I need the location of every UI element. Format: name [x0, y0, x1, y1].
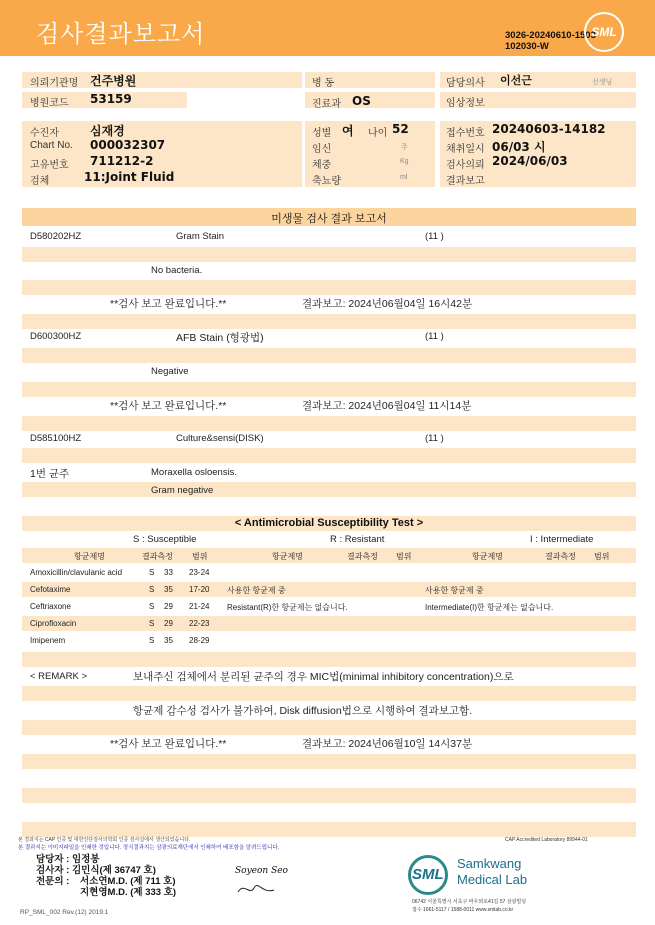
row-stripe — [22, 582, 636, 597]
collect-value: 06/03 시 — [492, 140, 546, 154]
ast-range: 21-24 — [189, 602, 210, 611]
doctor-value: 이선근 — [500, 74, 532, 87]
row-stripe — [22, 280, 636, 295]
ast-sir: S — [149, 568, 155, 577]
ast-sir: S — [149, 619, 155, 628]
ast-range: 22-23 — [189, 619, 210, 628]
afb-specimen: (11 ) — [425, 331, 444, 342]
ward-label: 병 동 — [312, 78, 335, 89]
ast-note-intermediate-2: Intermediate(I)한 항균제는 없습니다. — [425, 603, 554, 612]
hospital-code-label: 병원코드 — [30, 98, 69, 109]
gram-specimen: (11 ) — [425, 231, 444, 242]
row-stripe — [22, 247, 636, 262]
lab-tel: 접수 1661-5117 / 1588-0011 www.smlab.co.kr — [412, 907, 514, 913]
row-stripe — [22, 482, 636, 497]
section-title: 미생물 검사 결과 보고서 — [271, 213, 387, 225]
footer-disclaimer-2: 본 결과지는 이미지파일을 인쇄한 것입니다. 정식결과지는 삼광의료재단에서 인쇄하여 배포함을 알려드립니다. — [18, 845, 280, 851]
ast-col-agent: 항균제명 — [472, 552, 503, 561]
afb-report-time: 결과보고: 2024년06월04일 11시14분 — [302, 400, 472, 412]
chart-label: Chart No. — [30, 140, 73, 151]
row-stripe — [22, 548, 636, 563]
ast-sir: S — [149, 636, 155, 645]
doctor-suffix: 선생님 — [592, 79, 613, 86]
row-stripe — [22, 348, 636, 363]
gram-done: **검사 보고 완료입니다.** — [110, 298, 227, 310]
row-stripe — [22, 686, 636, 701]
form-code: RP_SML_002 Rev.(12) 2019.1 — [20, 909, 109, 916]
pregnancy-label: 임신 — [312, 144, 332, 155]
age-label: 나이 — [368, 128, 388, 139]
accession-value: 20240603-14182 — [492, 122, 606, 136]
signature-scribble-icon — [236, 880, 276, 898]
hospital-value: 건주병원 — [90, 74, 137, 88]
row-stripe — [22, 788, 636, 803]
pregnancy-unit: 주 — [401, 144, 408, 151]
culture-strain-label: 1번 균주 — [30, 468, 70, 480]
ast-col-result: 결과측정 — [545, 552, 576, 561]
ast-agent: Amoxicillin/clavulanic acid — [30, 568, 123, 577]
lab-name-2: Medical Lab — [457, 872, 528, 887]
ast-note-intermediate-1: 사용한 항균제 중 — [425, 586, 484, 595]
urine-unit: ml — [400, 174, 408, 181]
row-stripe — [22, 822, 636, 837]
id-label: 고유번호 — [30, 160, 69, 171]
row-stripe — [22, 616, 636, 631]
specialist-1: 서소연M.D. (제 711 호) — [80, 876, 176, 887]
report-label: 결과보고 — [446, 176, 485, 187]
remark-label: < REMARK > — [30, 671, 88, 682]
row-stripe — [22, 720, 636, 735]
culture-specimen: (11 ) — [425, 433, 444, 444]
specialist-2: 지현영M.D. (제 333 호) — [80, 887, 177, 898]
collect-label: 채취일시 — [446, 144, 485, 155]
signature: Soyeon Seo — [235, 866, 288, 876]
ast-note-resistant-1: 사용한 항균제 중 — [227, 586, 286, 595]
row-stripe — [22, 314, 636, 329]
ast-title: < Antimicrobial Susceptibility Test > — [234, 517, 424, 529]
gram-result: No bacteria. — [151, 265, 203, 276]
gram-code: D580202HZ — [30, 231, 82, 242]
ast-value: 33 — [164, 568, 173, 577]
report-title: 검사결과보고서 — [36, 21, 206, 48]
clinical-label: 임상정보 — [446, 98, 485, 109]
ast-agent: Cefotaxime — [30, 585, 71, 594]
afb-name: AFB Stain (형광법) — [176, 332, 264, 344]
dept-label: 진료과 — [312, 99, 341, 110]
afb-code: D600300HZ — [30, 331, 82, 342]
culture-organism: Moraxella osloensis. — [151, 467, 238, 478]
sex-value: 여 — [342, 124, 354, 138]
report-id-line1: 3026-20240610-1503 — [505, 30, 596, 41]
ast-value: 35 — [164, 636, 173, 645]
lab-name-1: Samkwang — [457, 856, 522, 871]
weight-label: 체중 — [312, 160, 332, 171]
ast-agent: Ciprofloxacin — [30, 619, 77, 628]
lab-logo-icon: SML — [412, 866, 444, 883]
specialist-label: 전문의 : — [36, 876, 70, 887]
manager-line: 담당자 : 임정봉 — [36, 854, 100, 865]
ast-sir: S — [149, 602, 155, 611]
tester-line: 검사자 : 김민식(제 36747 호) — [36, 865, 156, 876]
weight-unit: Kg — [400, 158, 409, 165]
ast-col-agent: 항균제명 — [272, 552, 303, 561]
lab-address: 06742 서울특별시 서초구 바우뫼로41길 57 삼광빌딩 — [412, 899, 527, 905]
gram-name: Gram Stain — [176, 231, 225, 242]
sml-logo-icon: SML — [584, 12, 624, 52]
chart-value: 000032307 — [90, 138, 166, 152]
ast-value: 29 — [164, 602, 173, 611]
hospital-label: 의뢰기관명 — [30, 78, 79, 89]
row-stripe — [22, 652, 636, 667]
request-value: 2024/06/03 — [492, 154, 568, 168]
culture-name: Culture&sensi(DISK) — [176, 433, 264, 444]
hospital-code-value: 53159 — [90, 92, 132, 106]
ast-range: 23-24 — [189, 568, 210, 577]
footer-disclaimer-1: 본 결과지는 CAP 인증 및 대한진단검사의학회 인증 검사실에서 생산되었습니다. — [18, 837, 191, 843]
gram-report-time: 결과보고: 2024년06월04일 16시42분 — [302, 298, 473, 310]
ast-value: 29 — [164, 619, 173, 628]
urine-label: 축뇨량 — [312, 176, 341, 187]
ast-note-resistant-2: Resistant(R)한 항균제는 없습니다. — [227, 603, 348, 612]
ast-range: 28-29 — [189, 636, 210, 645]
row-stripe — [22, 754, 636, 769]
ast-range: 17-20 — [189, 585, 210, 594]
remark-report-time: 결과보고: 2024년06월10일 14시37분 — [302, 738, 473, 750]
culture-gram: Gram negative — [151, 485, 214, 496]
ast-col-agent: 항균제명 — [74, 552, 105, 561]
row-stripe — [22, 448, 636, 463]
ast-legend-r: R : Resistant — [330, 534, 385, 545]
remark-line1: 보내주신 검체에서 분리된 균주의 경우 MIC법(minimal inhibitory concentration)으로 — [133, 671, 514, 683]
name-value: 심재경 — [90, 124, 125, 138]
remark-line2: 항균제 감수성 검사가 불가하여, Disk diffusion법으로 시행하여 결과보고함. — [133, 705, 473, 717]
afb-result: Negative — [151, 366, 189, 377]
culture-code: D585100HZ — [30, 433, 82, 444]
specimen-label: 검체 — [30, 176, 50, 187]
cap-note: CAP Accredited Laboratory 89944-01 — [505, 837, 588, 843]
ast-col-result: 결과측정 — [347, 552, 378, 561]
ast-legend-i: I : Intermediate — [530, 534, 594, 545]
ast-sir: S — [149, 585, 155, 594]
row-stripe — [22, 416, 636, 431]
sex-label: 성별 — [312, 128, 332, 139]
doctor-label: 담당의사 — [446, 78, 485, 89]
age-value: 52 — [392, 122, 409, 136]
row-stripe — [22, 382, 636, 397]
report-id-line2: 102030-W — [505, 41, 549, 52]
name-label: 수진자 — [30, 128, 59, 139]
ast-col-range: 범위 — [594, 552, 610, 561]
ast-col-result: 결과측정 — [142, 552, 173, 561]
ast-agent: Ceftriaxone — [30, 602, 71, 611]
ast-value: 35 — [164, 585, 173, 594]
accession-label: 접수번호 — [446, 128, 485, 139]
dept-value: OS — [352, 94, 371, 108]
ast-col-range: 범위 — [396, 552, 412, 561]
request-label: 검사의뢰 — [446, 160, 485, 171]
specimen-value: 11:Joint Fluid — [84, 170, 175, 184]
ast-col-range: 범위 — [192, 552, 208, 561]
afb-done: **검사 보고 완료입니다.** — [110, 400, 227, 412]
remark-done: **검사 보고 완료입니다.** — [110, 738, 227, 750]
id-value: 711212-2 — [90, 154, 154, 168]
ast-legend-s: S : Susceptible — [133, 534, 197, 545]
ast-agent: Imipenem — [30, 636, 66, 645]
report-id — [505, 30, 596, 52]
